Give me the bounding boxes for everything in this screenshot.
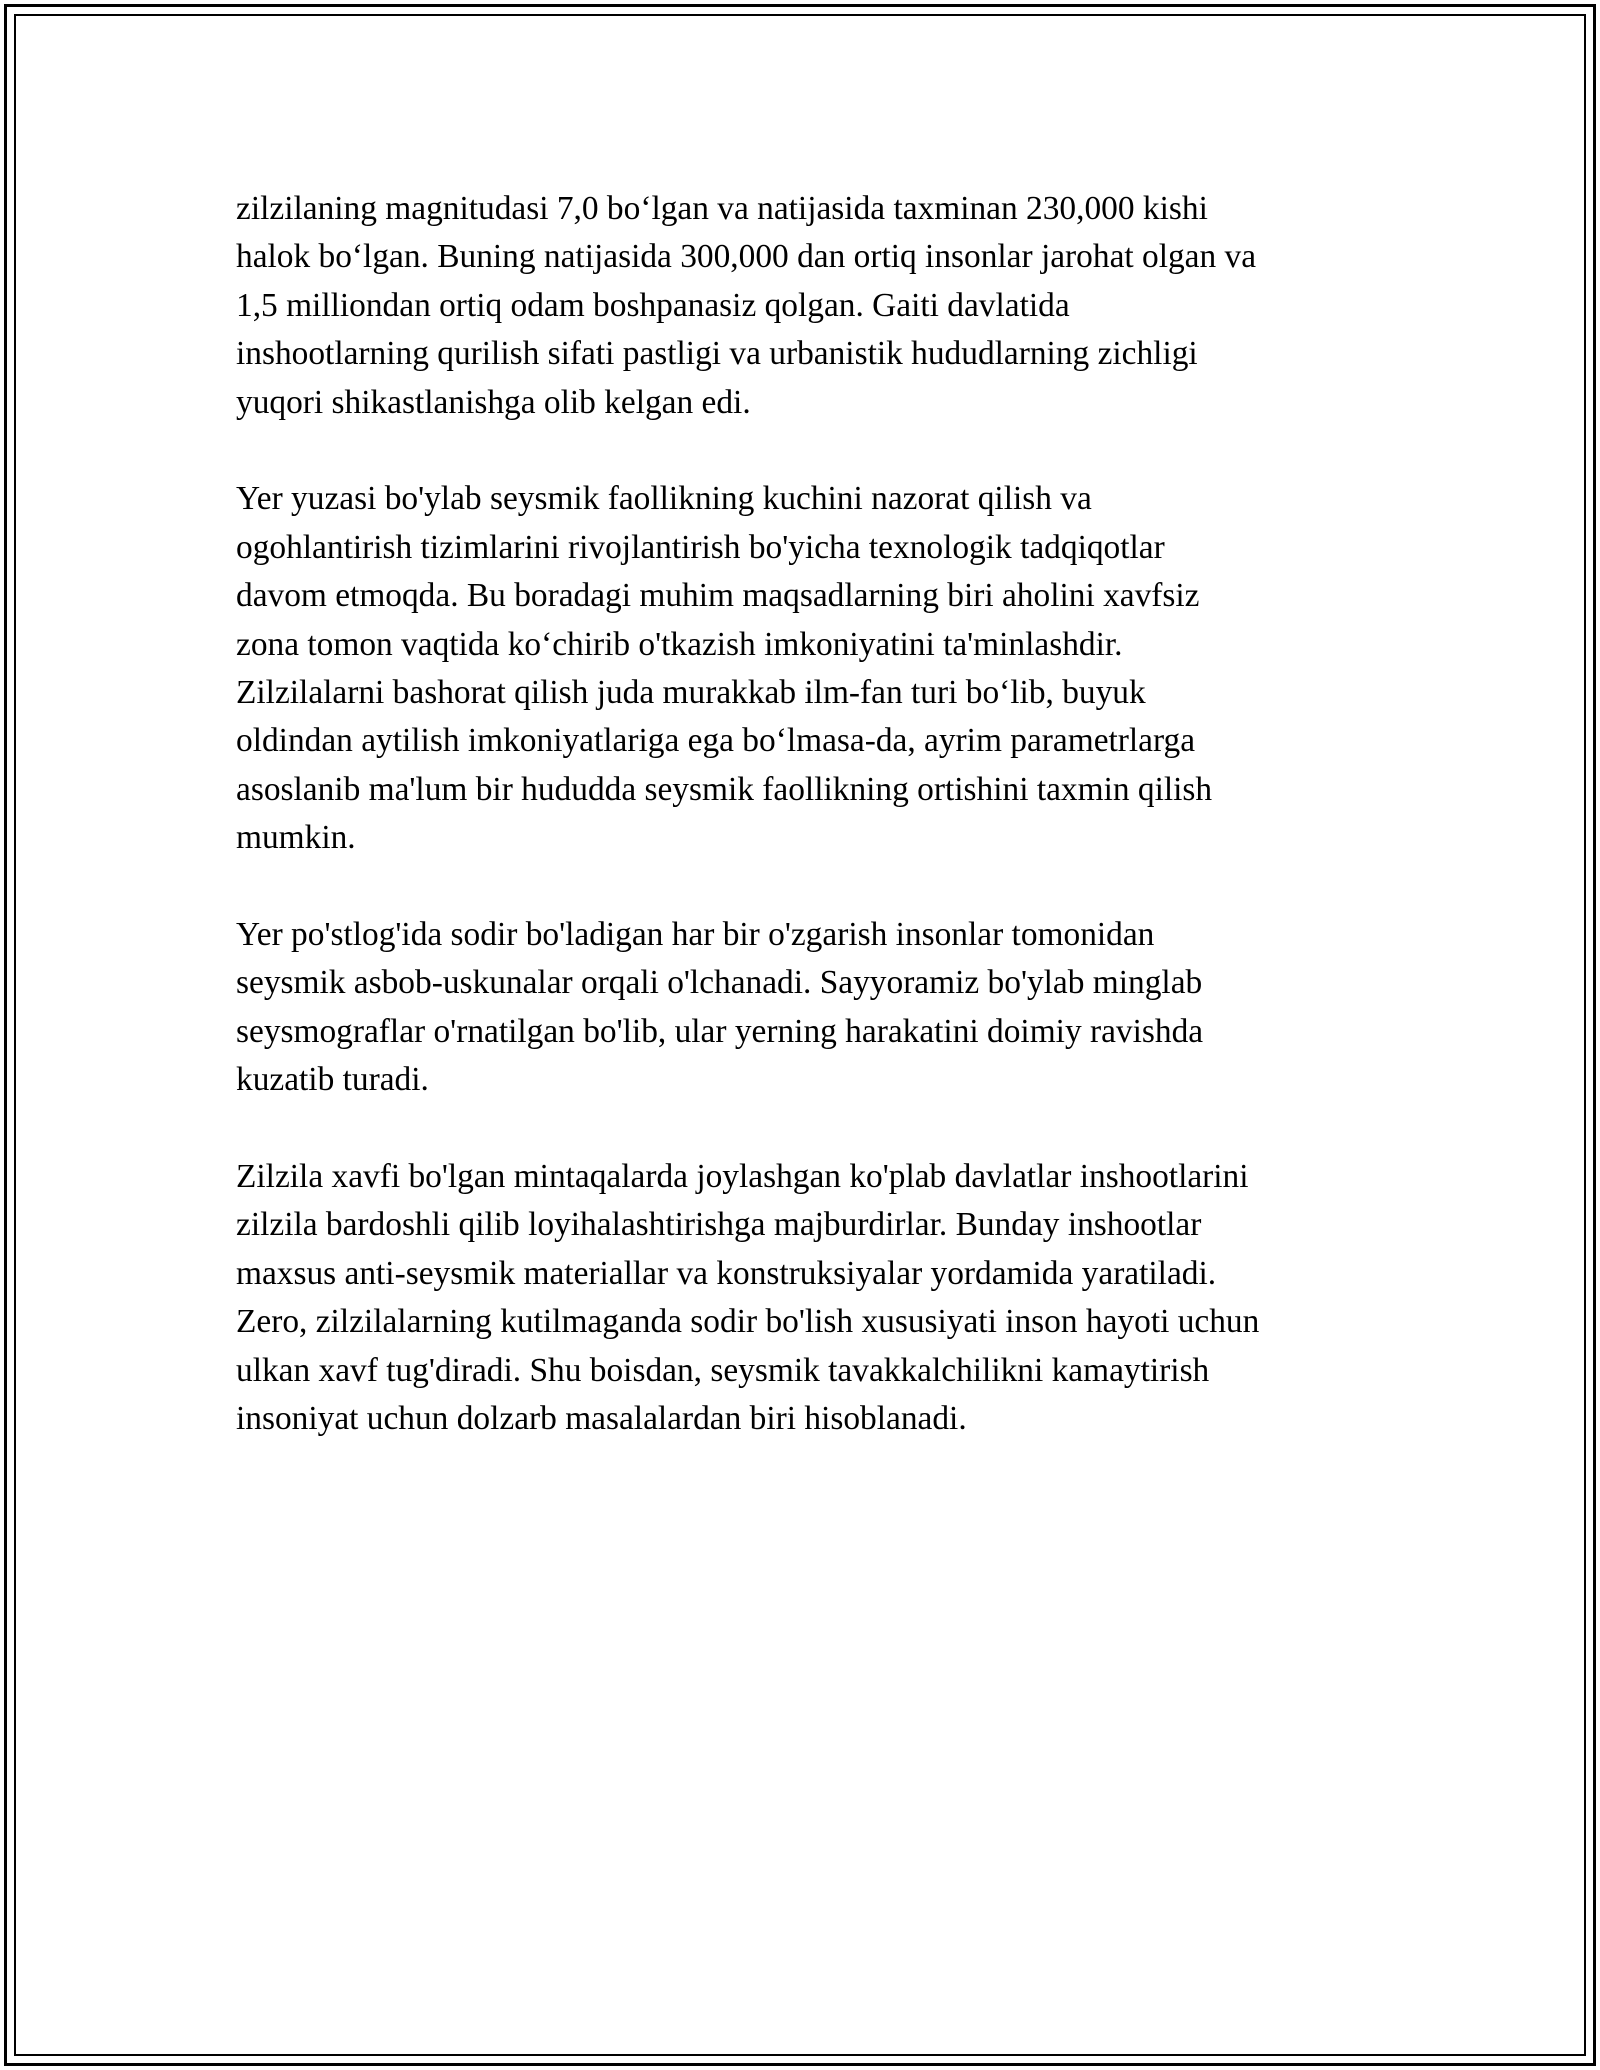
document-body bbox=[236, 185, 1366, 1492]
paragraph-2: Yer yuzasi bo'ylab seysmik faollikning kuchini nazorat qilish va ogohlantirish tizimlarini rivojlantirish bo'yicha texnologik tadqiqotlar davom etmoqda. Bu boradagi muhim maqsadlarning biri aholini xavfsiz zona tomon vaqtida ko‘chirib o'tkazish imkoniyatini ta'minlashdir. Zilzilalarni bashorat qilish juda murakkab ilm-fan turi bo‘lib, buyuk oldindan aytilish imkoniyatlariga ega bo‘lmasa-da, ayrim parametrlarga asoslanib ma'lum bir hududda seysmik faollikning ortishini taxmin qilish mumkin. bbox=[236, 480, 1213, 857]
paragraph-4: Zilzila xavfi bo'lgan mintaqalarda joylashgan ko'plab davlatlar inshootlarini zilzila bardoshli qilib loyihalashtirishga majburdirlar. Bunday inshootlar maxsus anti-seysmik materiallar va konstruksiyalar yordamida yaratiladi. Zero, zilzilalarning kutilmaganda sodir bo'lish xususiyati inson hayoti uchun ulkan xavf tug'diradi. Shu boisdan, seysmik tavakkalchilikni kamaytirish insoniyat uchun dolzarb masalalardan biri hisoblanadi. bbox=[236, 1158, 1260, 1438]
paragraph-1: zilzilaning magnitudasi 7,0 bo‘lgan va natijasida taxminan 230,000 kishi halok bo‘lgan. Buning natijasida 300,000 dan ortiq insonlar jarohat olgan va 1,5 milliondan ortiq odam boshpanasiz qolgan. Gaiti davlatida inshootlarning qurilish sifati pastligi va urbanistik hududlarning zichligi yuqori shikastlanishga olib kelgan edi. bbox=[236, 190, 1257, 421]
paragraph-3: Yer po'stlog'ida sodir bo'ladigan har bir o'zgarish insonlar tomonidan seysmik asbob-uskunalar orqali o'lchanadi. Sayyoramiz bo'ylab minglab seysmograflar o'rnatilgan bo'lib, ular yerning harakatini doimiy ravishda kuzatib turadi. bbox=[236, 916, 1204, 1099]
